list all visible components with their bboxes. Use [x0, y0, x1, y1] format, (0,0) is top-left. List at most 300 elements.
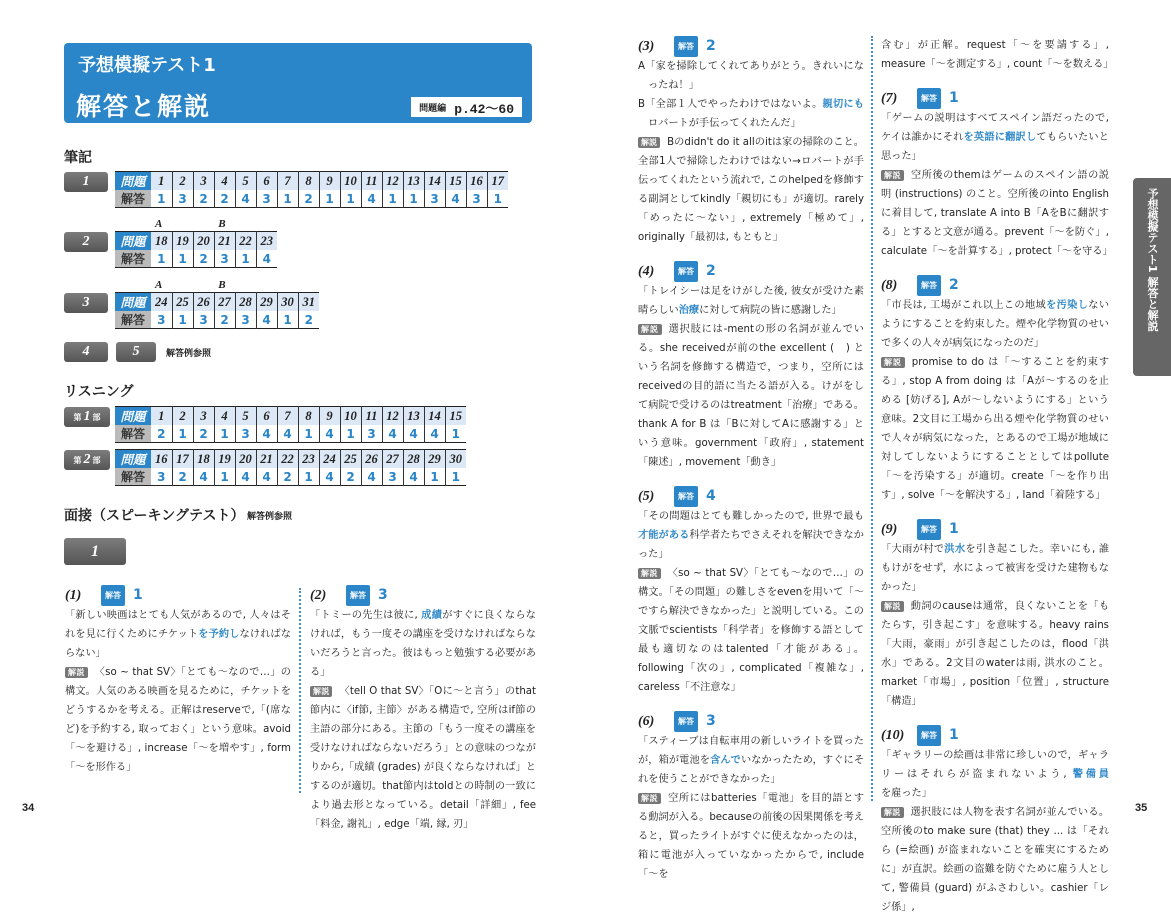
question-number: 14 [424, 407, 445, 426]
answer-value: 4 [361, 468, 382, 486]
answer-value: 1 [949, 726, 959, 743]
question-number: 6 [256, 172, 277, 191]
question-number: (5) [638, 488, 655, 504]
answer-value: 2 [949, 276, 959, 293]
page-reference [411, 97, 522, 117]
part-badge [64, 450, 110, 470]
translation-text: 「ゲームの説明はすべてスペイン語だったので, ケイは誰かにそれ [881, 113, 1109, 143]
translation-text: いなかったため，すぐにそれを使うことができなかった」 [638, 755, 865, 785]
part-badge [64, 407, 110, 427]
explanation-badge: 解説 [638, 137, 660, 148]
answer-value: 3 [256, 190, 277, 208]
question-number: 4 [214, 172, 235, 191]
question-explanation [638, 36, 864, 247]
answer-value: 4 [262, 251, 271, 266]
answer-value: 2 [193, 425, 214, 443]
answer-value: 1 [340, 425, 361, 443]
answer-table [115, 171, 508, 208]
explanation-text: 〈so ~ that SV〉「とても～なので…」の構文。人気のある映画を見るために，チケットをどうするかを考える。正解はreserveで,「(席など)を予約する, 取っておく」という意味。avoid「～を避ける」, increase「～を増やす」, form「～を形作る」 [65, 667, 291, 773]
question-number: 13 [403, 172, 424, 191]
highlighted-answer: 親切にも [822, 99, 864, 110]
answer-value: 1 [172, 250, 193, 268]
answer-value: 4 [256, 468, 277, 486]
answer-value: 1 [151, 250, 172, 268]
answer-value: 1 [172, 311, 193, 329]
question-header [881, 725, 1109, 745]
question-row [115, 293, 319, 312]
section-badge: 1 [64, 172, 108, 192]
answer-value: 2 [298, 190, 319, 208]
explanation-badge: 解説 [65, 667, 88, 678]
answer-value: 4 [403, 468, 424, 486]
translation-text: ロバートが手伝ってくれたんだ」 [648, 118, 801, 129]
question-number: (7) [881, 90, 898, 106]
explanation-badge: 解説 [881, 601, 904, 612]
explanation-text: 〈so ~ that SV〉「とても～なので…」の構文。「その問題」の難しさをevenを用いて「～ですら解決できなかった」と説明している。この文脈でscientists「科学者」を修飾する語として最も適切なのはtalented「才能がある」。following「次の」, complicated「複雑な」, careless「不注意な」 [638, 568, 864, 693]
translation-text: 科学者たちでさえそれを解決できなかった」 [638, 530, 864, 560]
question-number: 1 [151, 172, 172, 191]
part-number: 1 [83, 409, 91, 424]
question-number: 23 [298, 450, 319, 469]
question-number: 24 [319, 450, 340, 469]
translation [638, 732, 864, 789]
translation [881, 540, 1109, 597]
answer-value: 4 [235, 468, 256, 486]
part-prefix: 第 [73, 455, 82, 465]
question-row [115, 450, 466, 469]
explanation-badge: 解説 [881, 170, 904, 181]
answer-value: 1 [214, 425, 235, 443]
section-badge-4: 4 [64, 342, 108, 362]
question-header [310, 585, 536, 605]
question-number: 22 [235, 232, 256, 251]
question-explanation [638, 711, 864, 884]
answer-value: 3 [424, 190, 445, 208]
see-examples-note: 解答例参照 [166, 349, 212, 359]
question-header [881, 88, 1109, 108]
explanation [881, 166, 1113, 261]
question-number: 26 [361, 450, 382, 469]
explanation [638, 789, 864, 884]
answer-value: 3 [466, 190, 487, 208]
answer-table [115, 292, 319, 329]
explanation [881, 597, 1109, 711]
interview-heading: 面接（スピーキングテスト） [64, 508, 245, 524]
answer-value: 4 [256, 311, 277, 329]
translation-text: を引き起こした。幸いにも, 誰もけがをせず，水によって被害を受けた建物もなかった」 [881, 544, 1110, 593]
translation [638, 507, 864, 564]
question-explanation [638, 486, 864, 697]
answer-value: 2 [214, 311, 235, 329]
question-header [638, 486, 864, 506]
answer-value: 1 [493, 191, 502, 206]
explanation-badge: 解説 [638, 324, 662, 335]
answer-row [115, 425, 466, 443]
answer-value: 1 [403, 190, 424, 208]
highlighted-answer: 治療 [678, 305, 700, 316]
question-number: 11 [361, 172, 382, 191]
explanation [881, 803, 1109, 917]
answer-row [115, 190, 508, 208]
answer-value: 1 [298, 425, 319, 443]
answer-value: 4 [361, 190, 382, 208]
answer-value: 3 [151, 468, 172, 486]
answer-value: 4 [235, 190, 256, 208]
explanation-badge: 解説 [310, 686, 332, 697]
answer-badge: 解答 [917, 88, 941, 109]
interview-note: 解答例参照 [247, 512, 293, 522]
answer-value: 2 [193, 190, 214, 208]
highlighted-answer: 含んで [710, 755, 741, 766]
answer-value: 2 [304, 312, 313, 327]
question-number: 18 [151, 232, 172, 251]
answer-value: 3 [193, 311, 214, 329]
chapter-subtitle: 予想模擬テスト1 [78, 55, 216, 76]
answer-table [115, 231, 277, 268]
question-number: 15 [445, 172, 466, 191]
question-number: 17 [487, 172, 508, 191]
translation-text: を雇った」 [881, 788, 932, 799]
highlighted-answer: を英語に翻訳し [963, 132, 1037, 143]
column-divider [871, 36, 873, 801]
translation-text: がすぐに良くならなければ，もう一度その講座を受けなければならないだろうと言った。彼はもっと勉強する必要がある」 [310, 610, 536, 678]
part-number: 2 [83, 452, 91, 467]
explanation [638, 564, 864, 697]
chapter-title-banner [64, 43, 532, 123]
page-number-right: 35 [1135, 802, 1148, 814]
translation [65, 606, 291, 663]
translation [881, 746, 1109, 803]
question-number: 31 [298, 293, 319, 312]
question-number: 9 [319, 407, 340, 426]
section-badge-5: 5 [116, 342, 156, 362]
question-explanation [881, 275, 1109, 505]
translation-text: 「市長は, 工場がこれ以上この地域 [881, 300, 1047, 311]
answer-value: 3 [172, 190, 193, 208]
question-number: 30 [445, 450, 466, 469]
explanation-column [310, 585, 536, 834]
question-number: 11 [361, 407, 382, 426]
question-number: 13 [403, 407, 424, 426]
highlighted-answer: 才能がある [638, 530, 690, 541]
translation-text: 「大雨が村で [881, 544, 945, 555]
question-number: 10 [340, 172, 361, 191]
section-badge: 3 [64, 293, 108, 313]
answer-table [115, 406, 466, 443]
answer-value: 3 [361, 425, 382, 443]
highlighted-answer: 成績 [421, 610, 443, 621]
translation-text: に対して病院の皆に感謝した」 [699, 305, 842, 316]
question-number: 12 [382, 407, 403, 426]
answer-value: 1 [298, 468, 319, 486]
question-number: 16 [466, 172, 487, 191]
question-number: 29 [256, 293, 277, 312]
translation [310, 606, 536, 682]
question-explanation [881, 88, 1113, 261]
translation-text: 「トミーの先生は彼に, [310, 610, 422, 621]
question-number: 27 [214, 293, 235, 312]
question-row [115, 407, 466, 426]
answer-label: 解答 [115, 190, 151, 208]
explanation [65, 663, 291, 777]
question-header [638, 711, 864, 731]
answer-value: 1 [172, 425, 193, 443]
question-number: 30 [277, 293, 298, 312]
question-number: 29 [424, 450, 445, 469]
explanation-text: 動詞のcauseは通常，良くないことを「もたらす，引き起こす」を意味する。heavy rains「大雨，豪雨」が引き起こしたのは，flood「洪水」である。2文目のwaterは雨, 洪水のこと。market「市場」, position「位置」, structure「構造」 [881, 601, 1110, 707]
answer-badge: 解答 [674, 261, 698, 282]
answer-value: 3 [706, 712, 716, 729]
section-badge: 2 [64, 232, 108, 252]
answer-value: 3 [214, 250, 235, 268]
answer-label: 解答 [115, 250, 151, 268]
question-row [115, 232, 277, 251]
explanation-text: 空所にはbatteries「電池」を目的語とする動詞が入る。becauseの前後の因果関係を考えると，買ったライトがすぐに使えなかったのは，箱に電池が入っていなかったからで, include「～を [638, 793, 865, 880]
explanation-text: 選択肢には人物を表す名詞が並んでいる。空所後のto make sure (that) they ... は「それら (=絵画) が盗まれないことを確実にするために」が直訳。絵画の盗難を防ぐために雇う人として, 警備員 (guard) がふさわしい。cashier「レジ係」, [881, 807, 1110, 913]
question-explanation [310, 585, 536, 834]
answer-value: 2 [193, 250, 214, 268]
translation [881, 109, 1109, 166]
question-number: 23 [256, 232, 277, 251]
question-number: 5 [235, 407, 256, 426]
question-number: 28 [235, 293, 256, 312]
question-number: (9) [881, 521, 898, 537]
answer-badge: 解答 [917, 519, 941, 540]
translation [638, 95, 864, 133]
question-explanation [65, 585, 291, 777]
question-number: 7 [277, 407, 298, 426]
question-number: 9 [319, 172, 340, 191]
answer-value: 2 [706, 262, 716, 279]
answer-value: 1 [382, 190, 403, 208]
question-number: 5 [235, 172, 256, 191]
translation [638, 282, 864, 320]
question-number: 3 [193, 407, 214, 426]
answer-value: 1 [949, 89, 959, 106]
explanation-column [65, 585, 291, 777]
answer-badge: 解答 [674, 36, 698, 57]
question-number: 8 [298, 172, 319, 191]
explanation-text: Bのdidn't do it allのitは家の掃除のこと。全部1人で掃除したわけではない→ロバートが手伝ってくれたという流れで, このhelpedを修飾する副詞としてkindly「親切にも」が適切。rarely「めったに～ない」, extremely「極めて」, originally「最初は, もともと」 [638, 137, 864, 243]
explanation-badge: 解説 [638, 568, 661, 579]
explanation-badge: 解説 [881, 807, 904, 818]
question-header [881, 275, 1109, 295]
question-number: 19 [214, 450, 235, 469]
answer-value: 3 [235, 425, 256, 443]
answer-value: 3 [151, 311, 172, 329]
answer-row [115, 250, 277, 268]
answer-value: 4 [403, 425, 424, 443]
part-marker: B [218, 218, 226, 230]
question-number: (10) [881, 727, 905, 743]
answer-value: 4 [424, 425, 445, 443]
column-divider [299, 588, 301, 793]
part-suffix: 部 [92, 455, 101, 465]
highlighted-answer: を予約し [198, 629, 240, 640]
explanation-text: 〈tell O that SV〉「Oに～と言う」のthat節内に〈if節, 主節〉がある構造で, 空所はif節の主語の部分にある。主節の「もう一度その講座を受けなければならないだろう」との意味のつながりから,「成績 (grades) が良くならなければ」とするのが適切。that節内はtoldとの時制の一致により過去形となっている。detail「詳細」, fee「料金, 謝礼」, edge「端, 縁, 刃」 [310, 686, 537, 830]
question-number: 17 [172, 450, 193, 469]
answer-value: 1 [451, 426, 460, 441]
answer-value: 4 [193, 468, 214, 486]
explanation-text: 選択肢には-mentの形の名詞が並んでいる。she receivedが前のthe excellent ( ) という名詞を修飾する構造で，つまり，空所にはreceivedの目的語に当たる語が入る。けがをして病院で受けるのはtreatment「治療」である。thank A for B は「Bに対してAに感謝する」という意味。government「政府」, statement「陳述」, movement「動き」 [638, 324, 864, 468]
explanation-column [638, 36, 864, 884]
question-explanation [881, 725, 1109, 917]
question-number: (1) [65, 587, 82, 603]
question-number: 28 [403, 450, 424, 469]
answer-row [115, 468, 466, 486]
question-number: 3 [193, 172, 214, 191]
question-number: 2 [172, 407, 193, 426]
question-number: 27 [382, 450, 403, 469]
question-label: 問題 [115, 407, 151, 426]
question-number: 12 [382, 172, 403, 191]
explanation-column [881, 36, 1114, 917]
question-header [638, 36, 864, 56]
translation-text: 「トレイシーは足をけがした後, 彼女が受けた素晴らしい [638, 286, 864, 316]
section-badge-1: 1 [64, 538, 126, 565]
question-number: (8) [881, 277, 898, 293]
translation-text: 「ギャラリーの絵画は非常に珍しいので，ギャラリーはそれらが盗まれないよう, [881, 750, 1109, 780]
answer-badge: 解答 [674, 711, 698, 732]
answer-value: 4 [319, 425, 340, 443]
question-header [638, 261, 864, 281]
question-row [115, 172, 508, 191]
answer-value: 3 [235, 311, 256, 329]
explanation-badge: 解説 [638, 793, 661, 804]
question-number: 2 [172, 172, 193, 191]
explanation [638, 133, 864, 247]
answer-value: 1 [277, 190, 298, 208]
answer-badge: 解答 [346, 585, 370, 606]
question-number: 18 [193, 450, 214, 469]
answer-badge: 解答 [917, 725, 941, 746]
question-number: (6) [638, 713, 655, 729]
explanation [638, 320, 864, 472]
answer-value: 2 [277, 468, 298, 486]
question-label: 問題 [115, 450, 151, 469]
translation-text: A「家を掃除してくれてありがとう。きれいになったね！」 [638, 61, 864, 91]
translation-text: てもらいたいと思った」 [881, 132, 1109, 162]
question-number: 21 [214, 232, 235, 251]
question-number: 4 [214, 407, 235, 426]
answer-value: 4 [277, 425, 298, 443]
answer-badge: 解答 [917, 275, 941, 296]
answer-row [115, 311, 319, 329]
part-suffix: 部 [92, 412, 101, 422]
question-number: 15 [445, 407, 466, 426]
question-explanation [881, 519, 1109, 711]
question-explanation [638, 261, 864, 472]
highlighted-answer: 警備員 [1072, 769, 1109, 780]
question-number: 6 [256, 407, 277, 426]
answer-value: 2 [172, 468, 193, 486]
answer-value: 2 [340, 468, 361, 486]
translation-text: B「全部１人でやったわけではないよ。 [638, 99, 823, 110]
answer-value: 4 [256, 425, 277, 443]
question-label: 問題 [115, 293, 151, 312]
answer-value: 1 [214, 468, 235, 486]
answer-value: 1 [277, 311, 298, 329]
translation [638, 57, 864, 95]
question-number: 20 [235, 450, 256, 469]
question-number: (4) [638, 263, 655, 279]
answer-value: 2 [706, 37, 716, 54]
side-tab: 予想模擬テスト1 解答と解説 [1133, 178, 1171, 376]
question-label: 問題 [115, 172, 151, 191]
explanation-text: 空所後のthemはゲームのスペイン語の説明 (instructions) のこと。空所後のinto Englishに着目して, translate A into B「AをBに翻訳する」とすると文意が通る。prevent「～を防ぐ」, calculate「～を計算する」, protect「～を守る」 [881, 170, 1113, 257]
answer-value: 2 [214, 190, 235, 208]
answer-value: 4 [319, 468, 340, 486]
answer-value: 4 [382, 425, 403, 443]
answer-badge: 解答 [101, 585, 125, 606]
answer-value: 1 [235, 250, 256, 268]
answer-badge: 解答 [674, 486, 698, 507]
question-number: 16 [151, 450, 172, 469]
question-header [881, 519, 1109, 539]
answer-value: 3 [378, 586, 388, 603]
part-prefix: 第 [73, 412, 82, 422]
part-marker: A [155, 279, 163, 291]
explanation-continuation: 含む」が正解。request「～を要請する」, measure「～を測定する」, count「～を数える」 [881, 40, 1114, 70]
answer-value: 3 [382, 468, 403, 486]
question-number: 25 [340, 450, 361, 469]
answer-value: 1 [949, 520, 959, 537]
answer-value: 1 [451, 469, 460, 484]
question-number: 20 [193, 232, 214, 251]
listening-heading: リスニング [64, 384, 134, 400]
question-number: (2) [310, 587, 327, 603]
chapter-title: 解答と解説 [76, 92, 212, 121]
answer-value: 1 [133, 586, 143, 603]
answer-value: 1 [151, 190, 172, 208]
answer-value: 2 [151, 425, 172, 443]
answer-value: 4 [706, 487, 716, 504]
writing-heading: 筆記 [64, 150, 92, 166]
answer-label: 解答 [115, 311, 151, 329]
question-number: (3) [638, 38, 655, 54]
part-marker: A [155, 218, 163, 230]
question-number: 1 [151, 407, 172, 426]
translation-text: ないようにすることを約束した。煙や化学物質のせいで多くの人々が病気になったのだ」 [881, 300, 1110, 349]
question-header [65, 585, 291, 605]
question-number: 21 [256, 450, 277, 469]
highlighted-answer: 洪水 [944, 544, 966, 555]
question-number: 22 [277, 450, 298, 469]
highlighted-answer: を汚染し [1046, 300, 1089, 311]
page-reference-value: p.42〜60 [454, 101, 514, 117]
question-number: 7 [277, 172, 298, 191]
translation-text: 「その問題はとても難しかったので, 世界で最も [638, 511, 864, 522]
question-number: 14 [424, 172, 445, 191]
answer-label: 解答 [115, 468, 151, 486]
explanation-text: promise to do は「～することを約束する」, stop A from doing は「Aが～するのを止める [妨げる], Aが～しないようにする」という意味。2文目に工場から出る煙や化学物質のせいで人々が病気になった，とあるので工場が地域に対してしないようにすることとしてはpollute「～を汚染する」が適切。create「～を作り出す」, solve「～を解決する」, land「着陸する」 [881, 357, 1110, 501]
answer-value: 4 [445, 190, 466, 208]
question-number: 24 [151, 293, 172, 312]
answer-table [115, 449, 466, 486]
question-number: 10 [340, 407, 361, 426]
translation [881, 296, 1109, 353]
question-number: 8 [298, 407, 319, 426]
explanation-badge: 解説 [881, 357, 905, 368]
question-number: 19 [172, 232, 193, 251]
translation-text: なければならない」 [65, 629, 291, 659]
translation-text: 「新しい映画はとても人気があるので, 人々はそれを見に行くためにチケット [65, 610, 291, 640]
answer-value: 1 [424, 468, 445, 486]
question-label: 問題 [115, 232, 151, 251]
translation-text: 「スティーブは自転車用の新しいライトを買ったが，箱が電池を [638, 736, 864, 766]
answer-value: 1 [319, 190, 340, 208]
answer-value: 1 [340, 190, 361, 208]
